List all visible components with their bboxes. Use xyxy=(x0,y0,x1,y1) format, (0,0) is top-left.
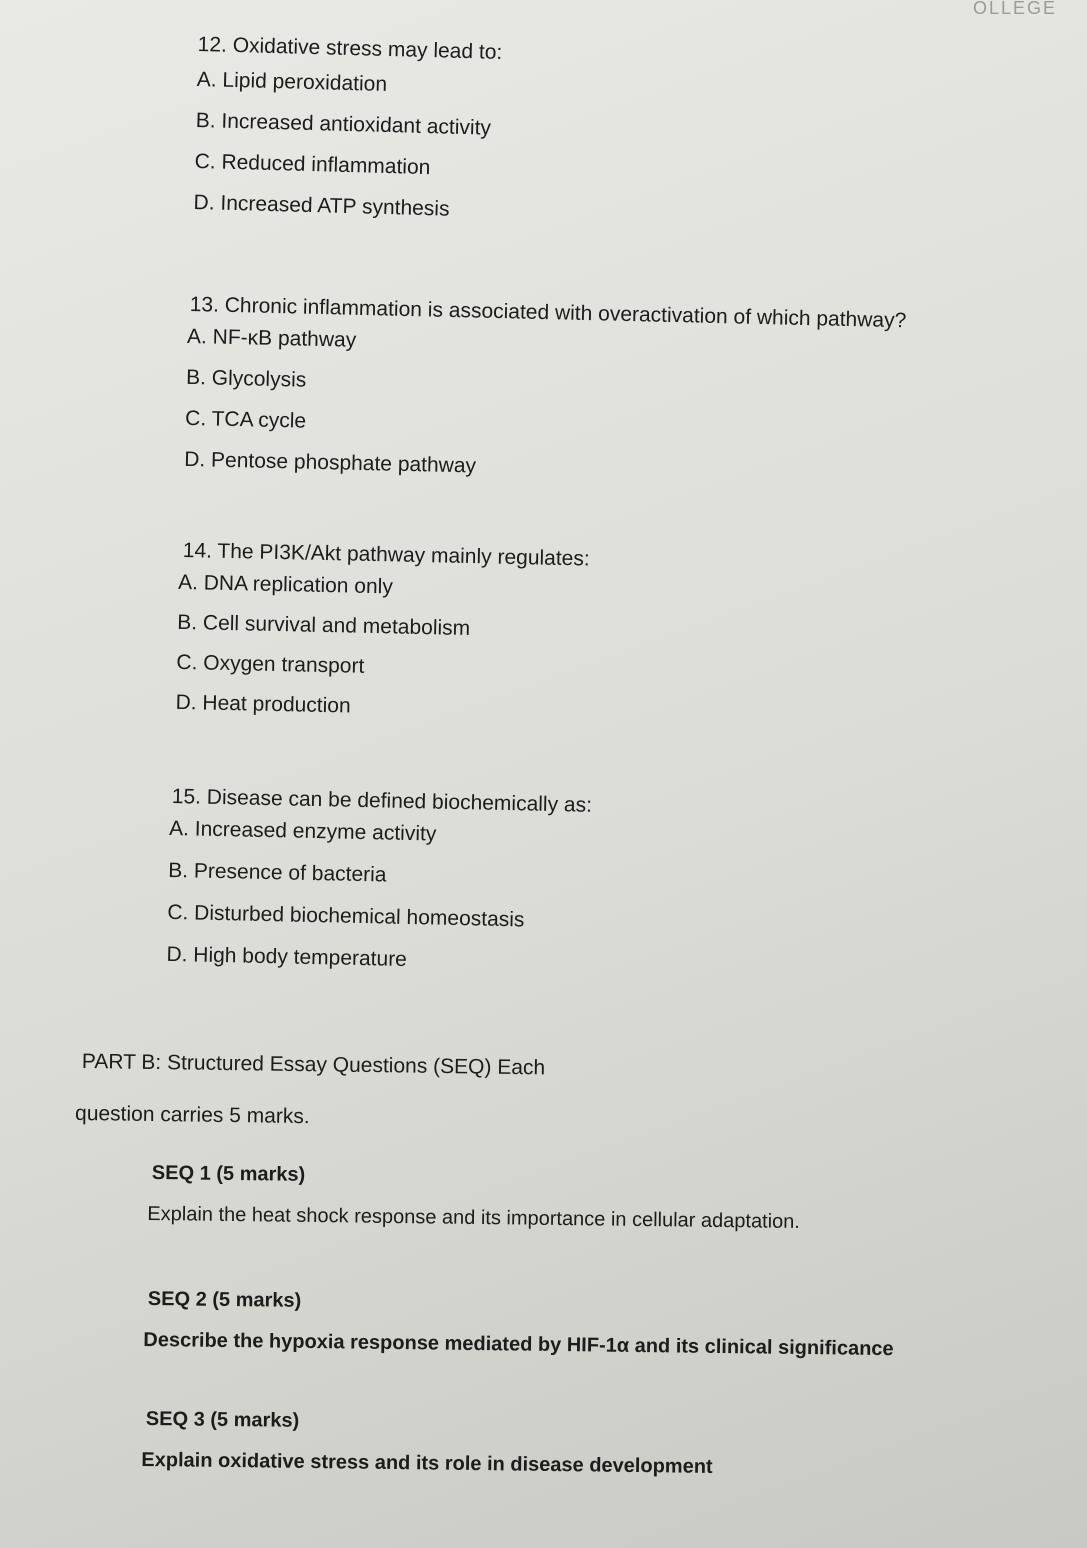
option-c: C. Disturbed biochemical homeostasis xyxy=(167,900,525,932)
option-d: D. Pentose phosphate pathway xyxy=(183,447,477,478)
question-13 xyxy=(183,293,907,506)
option-c: C. Reduced inflammation xyxy=(194,149,431,180)
option-a: A. Lipid peroxidation xyxy=(196,67,388,96)
option-d: D. High body temperature xyxy=(166,942,408,971)
option-b: B. Presence of bacteria xyxy=(167,858,387,887)
seq-prompt: Explain oxidative stress and its role in disease development xyxy=(141,1448,713,1478)
question-12 xyxy=(193,34,503,241)
seq-title: SEQ 3 (5 marks) xyxy=(145,1408,300,1432)
question-14 xyxy=(175,539,590,740)
seq-3 xyxy=(141,1408,713,1479)
option-b: B. Glycolysis xyxy=(185,365,307,392)
seq-prompt: Explain the heat shock response and its importance in cellular adaptation. xyxy=(147,1202,801,1233)
question-stem: 12. Oxidative stress may lead to: xyxy=(197,33,503,64)
question-stem: 13. Chronic inflammation is associated with overactivation of which pathway? xyxy=(189,293,907,333)
part-b-heading xyxy=(74,1050,546,1132)
part-b-line-2: question carries 5 marks. xyxy=(74,1101,310,1129)
seq-1 xyxy=(147,1162,801,1234)
seq-prompt: Describe the hypoxia response mediated by HIF-1α and its clinical significance xyxy=(143,1328,894,1361)
seq-title: SEQ 2 (5 marks) xyxy=(147,1288,302,1312)
college-header-mark: OLLEGE xyxy=(972,0,1057,18)
seq-2 xyxy=(143,1288,894,1361)
option-a: A. DNA replication only xyxy=(177,570,394,599)
option-b: B. Cell survival and metabolism xyxy=(177,610,471,641)
question-15 xyxy=(168,786,592,995)
option-d: D. Heat production xyxy=(175,690,351,718)
option-a: A. Increased enzyme activity xyxy=(168,816,437,846)
option-b: B. Increased antioxidant activity xyxy=(195,108,492,140)
seq-title: SEQ 1 (5 marks) xyxy=(151,1162,306,1186)
option-c: C. TCA cycle xyxy=(184,406,307,433)
option-d: D. Increased ATP synthesis xyxy=(193,190,450,221)
question-stem: 14. The PI3K/Akt pathway mainly regulates: xyxy=(182,539,590,571)
question-stem: 15. Disease can be defined biochemically as: xyxy=(171,785,593,817)
part-b-line-1: PART B: Structured Essay Questions (SEQ) Each xyxy=(81,1050,546,1080)
option-c: C. Oxygen transport xyxy=(176,650,365,678)
option-a: A. NF-κB pathway xyxy=(186,324,357,352)
